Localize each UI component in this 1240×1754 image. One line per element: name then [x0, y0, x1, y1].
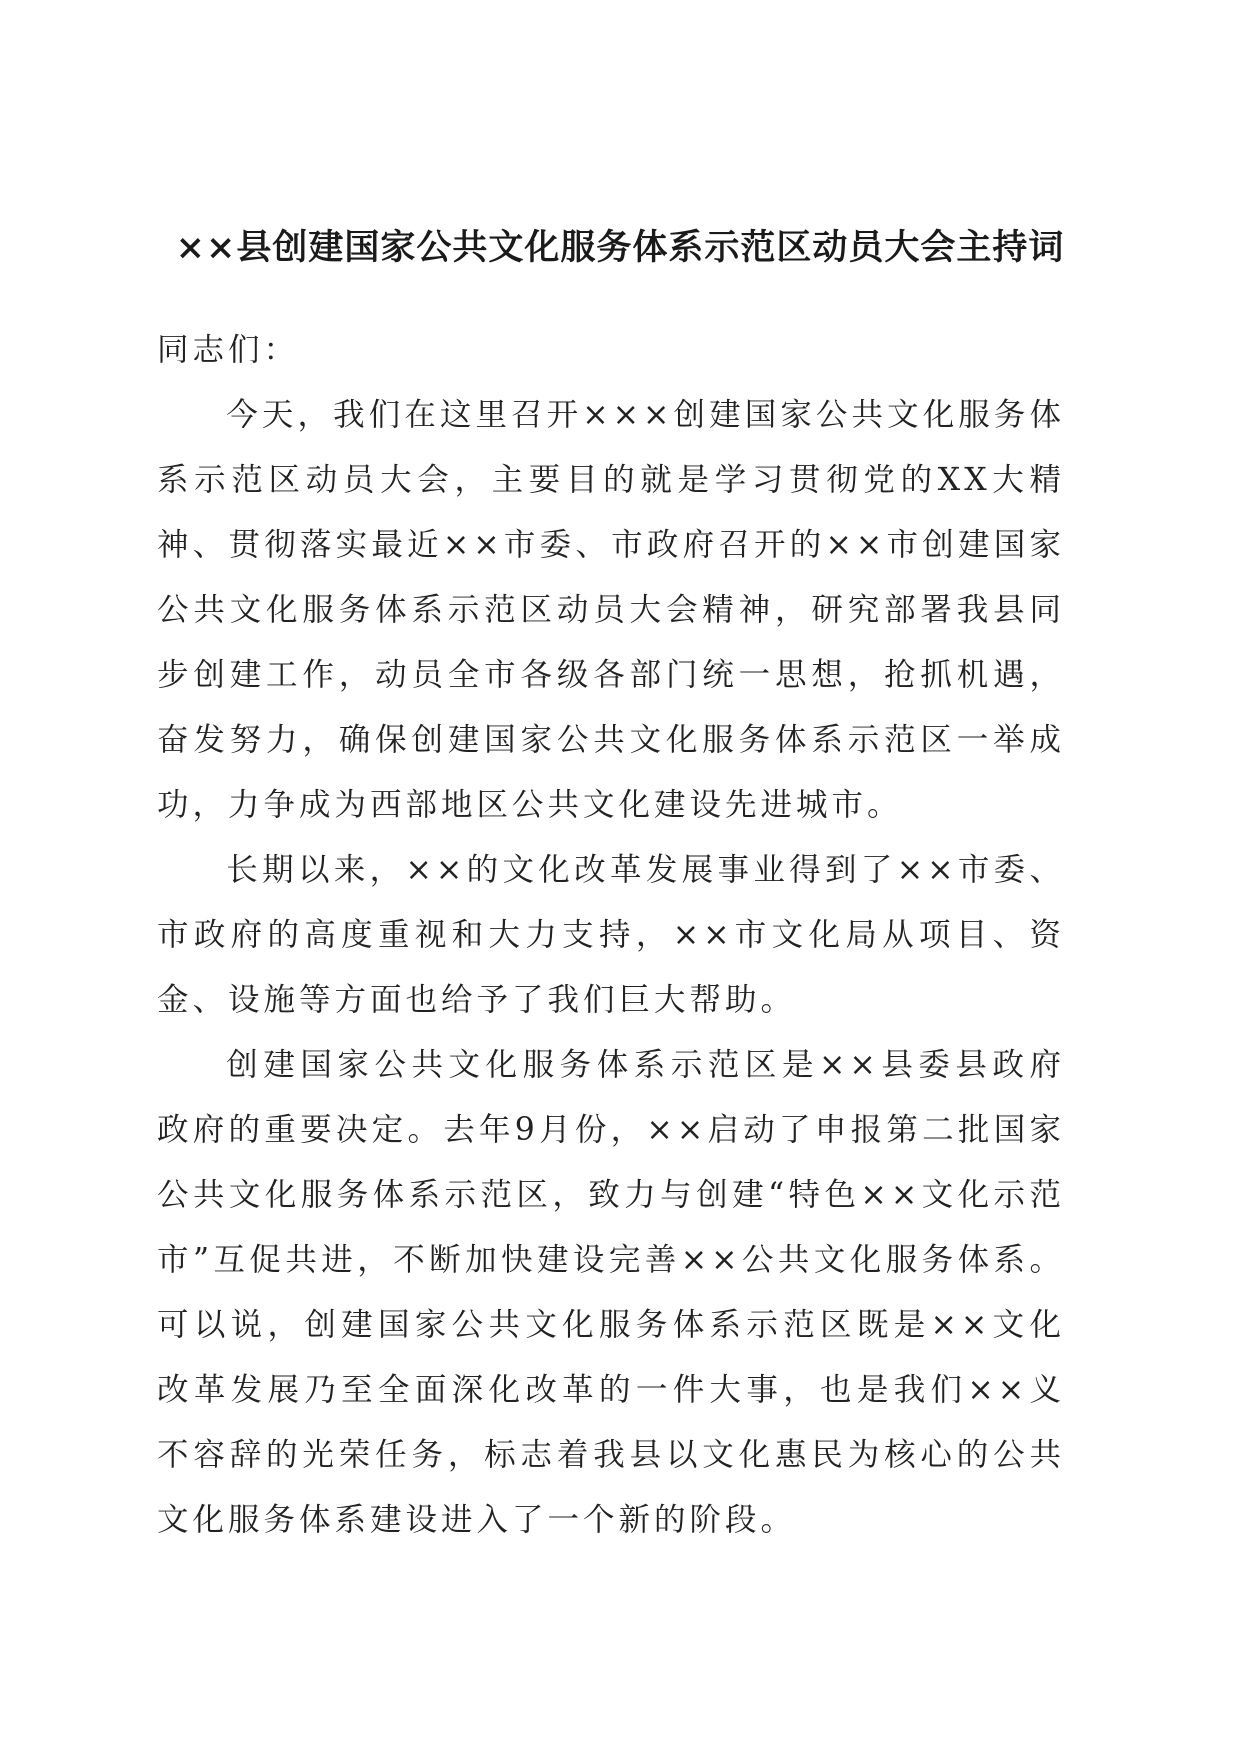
document-body	[157, 318, 1065, 1553]
document-title: ××县创建国家公共文化服务体系示范区动员大会主持词	[175, 227, 1065, 268]
paragraph-1: 今天，我们在这里召开×××创建国家公共文化服务体系示范区动员大会，主要目的就是学习贯彻党的XX大精神、贯彻落实最近××市委、市政府召开的××市创建国家公共文化服务体系示范区动员大会精神，研究部署我县同步创建工作，动员全市各级各部门统一思想，抢抓机遇，奋发努力，确保创建国家公共文化服务体系示范区一举成功，力争成为西部地区公共文化建设先进城市。	[157, 397, 1065, 823]
paragraph-3: 创建国家公共文化服务体系示范区是××县委县政府政府的重要决定。去年9月份，××启动了申报第二批国家公共文化服务体系示范区，致力与创建“特色××文化示范市”互促共进，不断加快建设完善××公共文化服务体系。可以说，创建国家公共文化服务体系示范区既是××文化改革发展乃至全面深化改革的一件大事，也是我们××义不容辞的光荣任务，标志着我县以文化惠民为核心的公共文化服务体系建设进入了一个新的阶段。	[157, 1047, 1065, 1538]
paragraph-2: 长期以来，××的文化改革发展事业得到了××市委、市政府的高度重视和大力支持，××市文化局从项目、资金、设施等方面也给予了我们巨大帮助。	[157, 852, 1065, 1018]
salutation: 同志们：	[157, 332, 300, 368]
